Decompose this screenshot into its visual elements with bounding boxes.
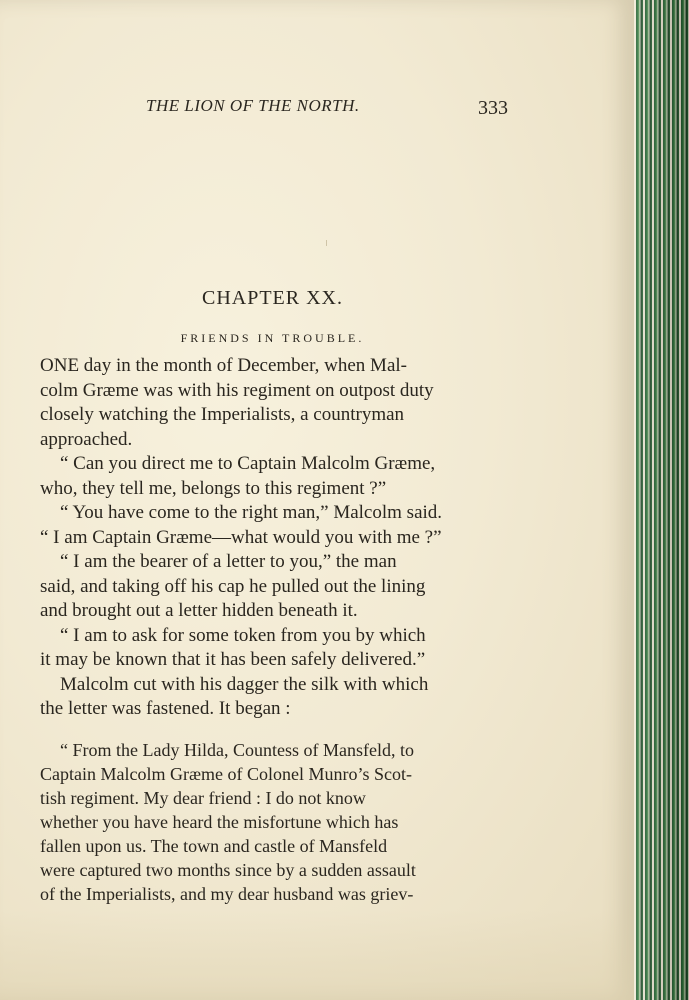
body-line bbox=[40, 452, 505, 477]
body-line bbox=[40, 501, 505, 526]
body-line-text: “ You have come to the right man,” Malcolm said. bbox=[60, 502, 443, 523]
body-text bbox=[40, 354, 505, 722]
body-line bbox=[40, 599, 505, 624]
book-edge-shading bbox=[634, 0, 689, 1000]
body-line bbox=[40, 403, 505, 428]
body-line-text: ONE day in the month of December, when Mal- bbox=[40, 355, 407, 376]
print-mark bbox=[326, 240, 327, 246]
body-line-text: the letter was fastened. It began : bbox=[40, 698, 291, 719]
letter-line bbox=[40, 786, 505, 810]
body-line bbox=[40, 575, 505, 600]
body-line-text: colm Græme was with his regiment on outpost duty bbox=[40, 379, 434, 401]
letter-line-text: Captain Malcolm Græme of Colonel Munro’s Scot- bbox=[40, 764, 412, 784]
body-line bbox=[40, 354, 505, 379]
chapter-subtitle: FRIENDS IN TROUBLE. bbox=[180, 331, 365, 345]
letter-line bbox=[40, 738, 505, 762]
body-line-text: “ I am to ask for some token from you by which bbox=[60, 624, 426, 646]
body-line bbox=[40, 379, 505, 404]
body-line-text: and brought out a letter hidden beneath it. bbox=[40, 600, 358, 621]
body-line-text: “ Can you direct me to Captain Malcolm Græme, bbox=[60, 453, 436, 474]
body-line-text: “ I am the bearer of a letter to you,” the man bbox=[60, 551, 397, 572]
letter-line bbox=[40, 858, 505, 882]
body-line-text: who, they tell me, belongs to this regiment ?” bbox=[40, 477, 387, 499]
letter-line-text: tish regiment. My dear friend : I do not know bbox=[40, 788, 366, 808]
letter-line bbox=[40, 834, 505, 858]
body-line-text: said, and taking off his cap he pulled out the lining bbox=[40, 575, 426, 597]
body-line bbox=[40, 477, 505, 502]
letter-line-text: fallen upon us. The town and castle of Mansfeld bbox=[40, 836, 388, 856]
body-line bbox=[40, 550, 505, 575]
running-title: THE LION OF THE NORTH. bbox=[146, 96, 360, 115]
body-line bbox=[40, 697, 505, 722]
body-line-text: closely watching the Imperialists, a countryman bbox=[40, 404, 405, 425]
page-number: 333 bbox=[478, 97, 508, 119]
chapter-heading: CHAPTER XX. bbox=[201, 287, 343, 309]
body-line-text: approached. bbox=[40, 428, 133, 450]
letter-line-text: were captured two months since by a sudden assault bbox=[40, 860, 416, 880]
body-line-text: Malcolm cut with his dagger the silk with which bbox=[60, 673, 429, 695]
body-line bbox=[40, 673, 505, 698]
body-line-text: it may be known that it has been safely delivered.” bbox=[40, 649, 426, 670]
letter-line bbox=[40, 882, 505, 906]
body-line-text: “ I am Captain Græme—what would you with me ?” bbox=[40, 526, 442, 548]
letter-line bbox=[40, 762, 505, 786]
body-line bbox=[40, 526, 505, 551]
letter-text bbox=[40, 738, 505, 906]
body-line bbox=[40, 624, 505, 649]
letter-line-text: of the Imperialists, and my dear husband was griev- bbox=[40, 884, 414, 904]
letter-line-text: whether you have heard the misfortune which has bbox=[40, 812, 399, 832]
body-line bbox=[40, 428, 505, 453]
letter-line-text: “ From the Lady Hilda, Countess of Mansfeld, to bbox=[60, 740, 414, 760]
letter-line bbox=[40, 810, 505, 834]
page-header bbox=[146, 96, 508, 122]
body-line bbox=[40, 648, 505, 673]
